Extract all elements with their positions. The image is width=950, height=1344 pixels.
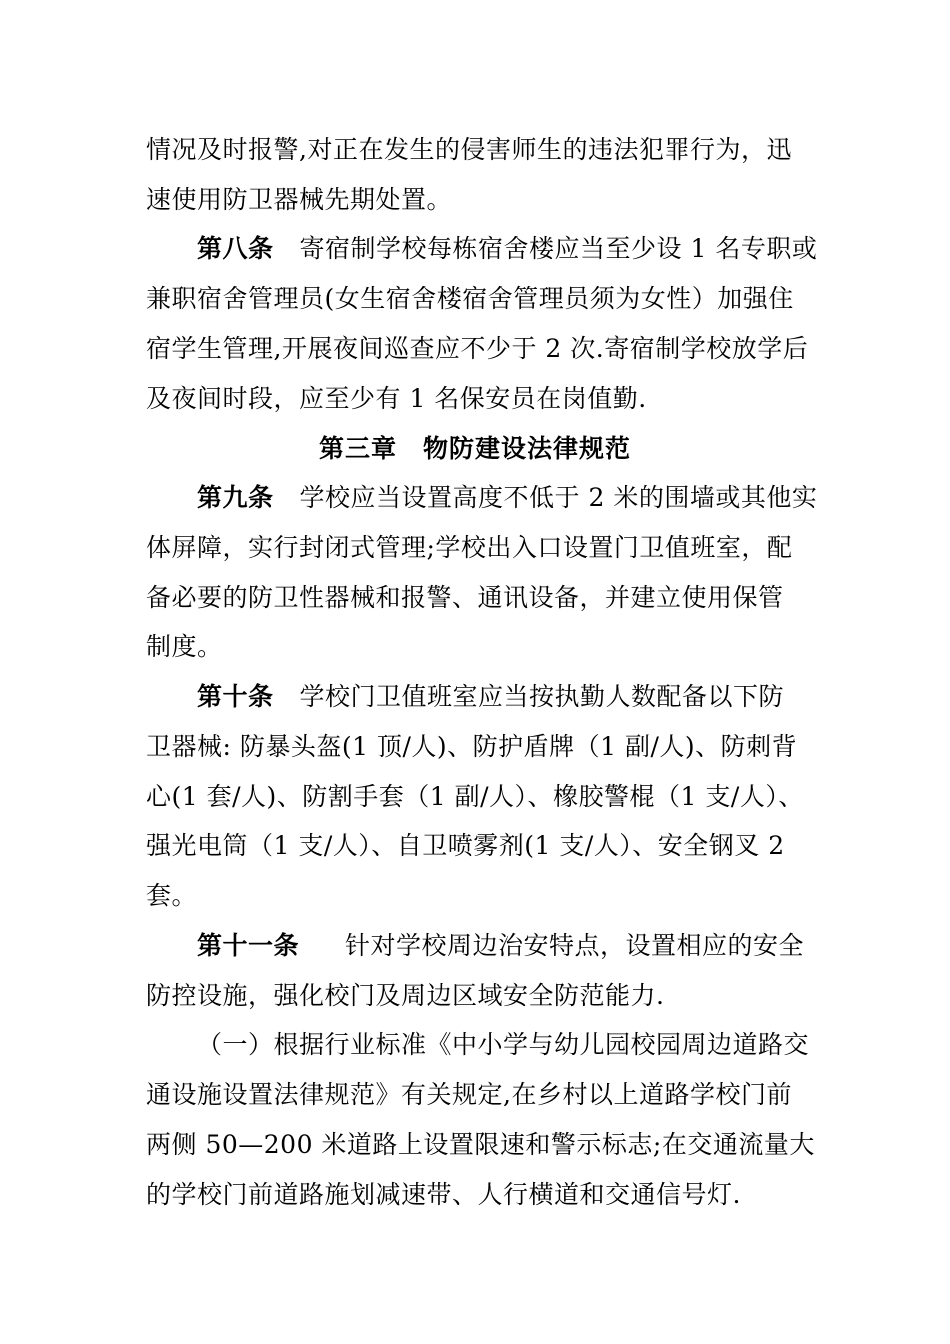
text-line: 及夜间时段，应至少有 1 名保安员在岗值勤. (146, 384, 647, 413)
text-line: 强光电筒（1 支/人）、自卫喷雾剂(1 支/人）、安全钢叉 2 (146, 831, 785, 860)
article-9-line (197, 478, 817, 518)
article-8-label: 第八条 (197, 234, 274, 263)
text-span: 学校应当设置高度不低于 2 米的围墙或其他实 (299, 483, 818, 512)
text-line: 的学校门前道路施划减速带、人行横道和交通信号灯. (146, 1180, 741, 1209)
text-line: 备必要的防卫性器械和报警、通讯设备，并建立使用保管 (146, 583, 784, 612)
article-10-line (197, 677, 817, 717)
article-11-label: 第十一条 (197, 931, 300, 960)
text-span: 寄宿制学校每栋宿舍楼应当至少设 1 名专职或 (299, 234, 818, 263)
text-line: 防控设施，强化校门及周边区域安全防范能力. (146, 981, 665, 1010)
text-line: 宿学生管理,开展夜间巡查应不少于 2 次.寄宿制学校放学后 (146, 334, 809, 363)
text-line: 情况及时报警,对正在发生的侵害师生的违法犯罪行为，迅 (146, 135, 792, 164)
article-10-label: 第十条 (197, 682, 274, 711)
text-line: 速使用防卫器械先期处置。 (146, 185, 453, 214)
article-9-label: 第九条 (197, 483, 274, 512)
text-span: 针对学校周边治安特点，设置相应的安全 (345, 931, 805, 960)
article-8-line (197, 229, 817, 269)
text-line: 卫器械: 防暴头盔(1 顶/人)、防护盾牌（1 副/人)、防刺背 (146, 732, 798, 761)
text-line: （一）根据行业标准《中小学与幼儿园校园周边道路交 (197, 1030, 810, 1059)
text-line: 两侧 50—200 米道路上设置限速和警示标志;在交通流量大 (146, 1130, 815, 1159)
text-line: 心(1 套/人)、防割手套（1 副/人）、橡胶警棍（1 支/人）、 (146, 782, 804, 811)
text-line: 制度。 (146, 632, 223, 661)
article-11-line (197, 926, 817, 966)
text-line: 套。 (146, 881, 198, 910)
chapter-heading: 第三章 物防建设法律规范 (318, 434, 631, 463)
text-span: 学校门卫值班室应当按执勤人数配备以下防 (299, 682, 785, 711)
text-line: 兼职宿舍管理员(女生宿舍楼宿舍管理员须为女性）加强住 (146, 284, 794, 313)
text-line: 体屏障，实行封闭式管理;学校出入口设置门卫值班室，配 (146, 533, 793, 562)
text-line: 通设施设置法律规范》有关规定,在乡村以上道路学校门前 (146, 1080, 792, 1109)
